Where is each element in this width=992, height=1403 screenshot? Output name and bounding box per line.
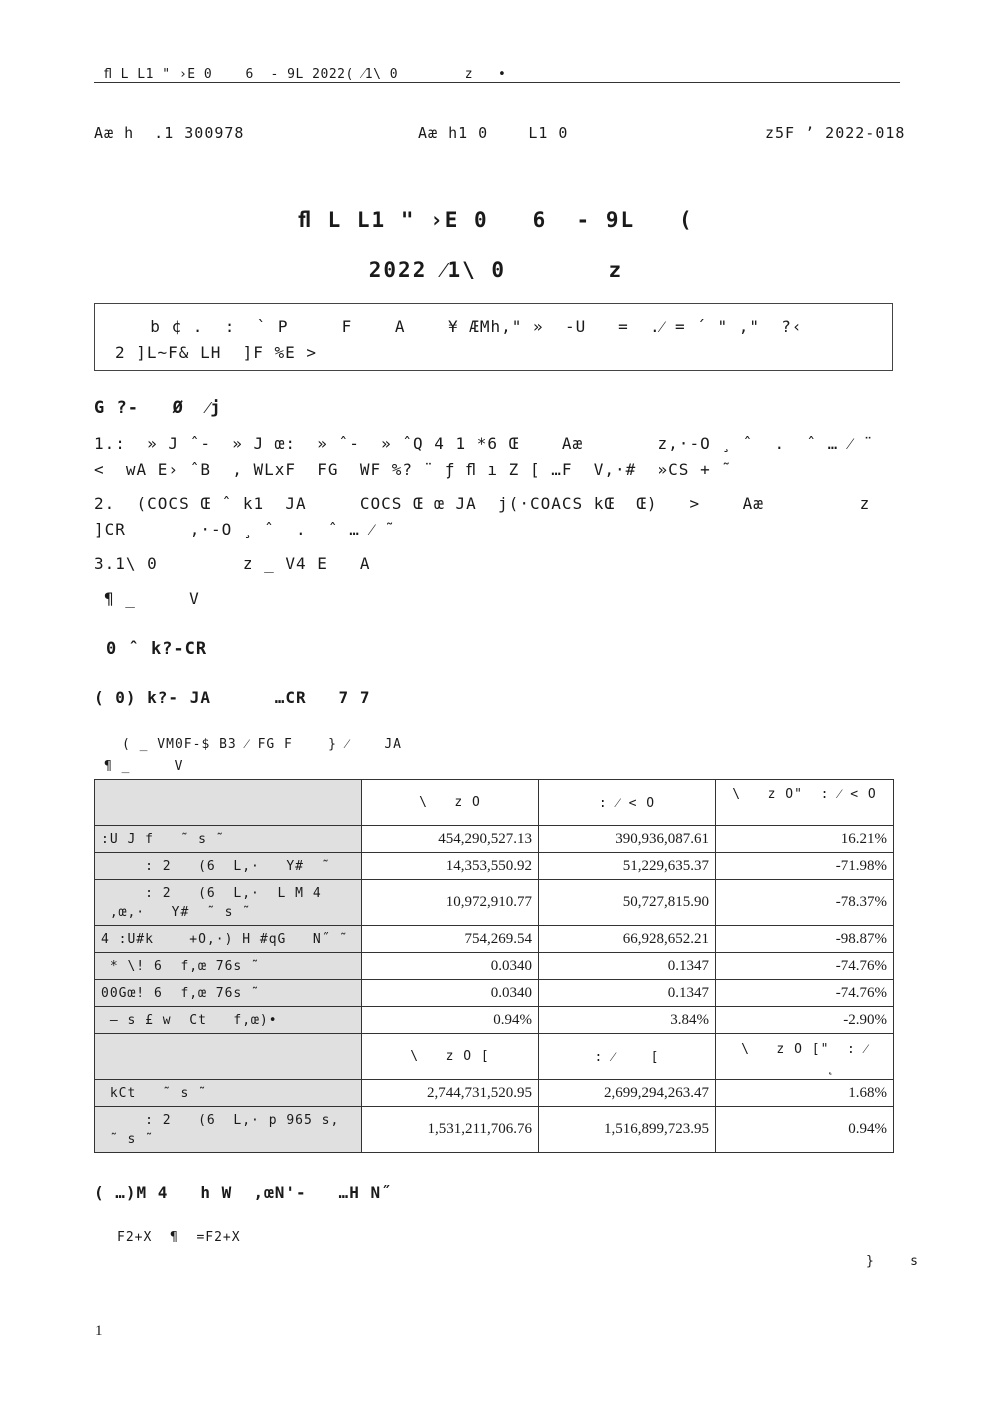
document-title: ﬂ L L1 " ›E 0 6 - 9L ( xyxy=(298,208,694,232)
section-3-unit: } s xyxy=(866,1254,919,1269)
row-value-prior: 390,936,087.61 xyxy=(539,826,716,853)
header-current-period: \ z O xyxy=(362,780,539,826)
row-value-prior: 1,516,899,723.95 xyxy=(539,1107,716,1153)
row-value-change: -2.90% xyxy=(716,1007,894,1034)
row-value-current: 14,353,550.92 xyxy=(362,853,539,880)
notice-line-1: b ¢ . : ` P F A ¥ ÆMh," » -U = .⁄ = ´ " ," ?‹ xyxy=(129,317,803,336)
row-value-change: -78.37% xyxy=(716,880,894,926)
header-label-cell xyxy=(95,780,362,826)
row-label: :U J f ˜ s ˜ xyxy=(95,826,362,853)
row-value-prior: 50,727,815.90 xyxy=(539,880,716,926)
row-value-change: -98.87% xyxy=(716,926,894,953)
table-row xyxy=(95,926,894,953)
row-label: : 2 (6 L,· L M 4 ,œ,· Y# ˜ s ˜ xyxy=(95,880,362,926)
row-label: * \! 6 f,œ 76s ˜ xyxy=(95,953,362,980)
table-row xyxy=(95,1107,894,1153)
notice-line-2: 2 ]L~F& LH ]F %E > xyxy=(115,343,318,362)
row-value-change: -71.98% xyxy=(716,853,894,880)
section-1-item-3-sub: ¶ _ V xyxy=(104,589,200,608)
table-row xyxy=(95,826,894,853)
row-value-current: 1,531,211,706.76 xyxy=(362,1107,539,1153)
row-label: kCt ˜ s ˜ xyxy=(95,1080,362,1107)
row-value-prior: 51,229,635.37 xyxy=(539,853,716,880)
row-value-change: 0.94% xyxy=(716,1107,894,1153)
row-value-change: -74.76% xyxy=(716,980,894,1007)
row-label: : 2 (6 L,· Y# ˜ xyxy=(95,853,362,880)
row-label: 4 :U#k +O,·) H #qG N˝ ˜ xyxy=(95,926,362,953)
row-value-prior: 3.84% xyxy=(539,1007,716,1034)
page-number: 1 xyxy=(95,1323,103,1339)
document-subtitle: 2022 ⁄1\ 0 z xyxy=(368,258,624,282)
section-1-item-2-line-2: ]CR ,·-O ¸ ˆ . ˆ … ⁄ ˜ xyxy=(94,520,396,539)
table-row xyxy=(95,980,894,1007)
unit-note-2: ¶ _ V xyxy=(104,759,184,774)
section-1-item-3: 3.1\ 0 z _ V4 E A xyxy=(94,554,371,573)
row-value-prior: 0.1347 xyxy=(539,980,716,1007)
announcement-number: z5F ’ 2022-018 xyxy=(765,124,906,142)
row-value-current: 2,744,731,520.95 xyxy=(362,1080,539,1107)
section-1-heading: G ?- Ø ⁄j xyxy=(94,398,222,418)
table-header-row xyxy=(95,780,894,826)
header-prior-year-end: : ⁄ [ xyxy=(539,1034,716,1080)
notice-box xyxy=(94,303,893,371)
financial-table xyxy=(94,779,894,1153)
section-2-heading: 0 ˆ k?-CR xyxy=(106,639,208,659)
header-period-end: \ z O [ xyxy=(362,1034,539,1080)
section-1-item-1-line-2: < wA E› ˆB , WLxF FG WF %? ¨ ƒ ﬂ ı Z [ …F V,·# »CS + ˜ xyxy=(94,460,732,479)
table-row xyxy=(95,880,894,926)
row-value-current: 0.0340 xyxy=(362,980,539,1007)
table-row xyxy=(95,1080,894,1107)
header-change-from-year-end: \ z O [" : ⁄ ˛ xyxy=(716,1034,894,1080)
section-1-item-2-line-1: 2. (COCS Œ ˆ k1 JA COCS Œ œ JA j(·COACS kŒ Œ) > Aæ z xyxy=(94,494,871,513)
header-label-cell xyxy=(95,1034,362,1080)
row-value-prior: 2,699,294,263.47 xyxy=(539,1080,716,1107)
row-label: — s £ w Ct f,œ)• xyxy=(95,1007,362,1034)
row-value-change: 16.21% xyxy=(716,826,894,853)
row-value-change: -74.76% xyxy=(716,953,894,980)
row-value-current: 0.0340 xyxy=(362,953,539,980)
row-value-change: 1.68% xyxy=(716,1080,894,1107)
row-value-prior: 0.1347 xyxy=(539,953,716,980)
row-value-current: 754,269.54 xyxy=(362,926,539,953)
running-header: ﬂ L L1 " ›E 0 6 - 9L 2022( ⁄1\ 0 z • xyxy=(104,67,507,82)
row-value-current: 454,290,527.13 xyxy=(362,826,539,853)
header-change: \ z O" : ⁄ < O xyxy=(716,780,894,826)
section-3-heading: ( …)M 4 h W ,œN'- …H N˝ xyxy=(94,1183,392,1202)
header-prior-period: : ⁄ < O xyxy=(539,780,716,826)
unit-note-1: ( _ VM0F-$ B3 ⁄ FG F } ⁄ JA xyxy=(122,737,402,752)
table-row xyxy=(95,853,894,880)
stock-name: Aæ h1 0 L1 0 xyxy=(418,124,569,142)
row-value-current: 10,972,910.77 xyxy=(362,880,539,926)
section-2-subheading: ( 0) k?- JA …CR 7 7 xyxy=(94,688,371,707)
row-label: : 2 (6 L,· p 965 s, ˜ s ˜ xyxy=(95,1107,362,1153)
header-divider xyxy=(94,82,900,83)
stock-code: Aæ h .1 300978 xyxy=(94,124,245,142)
table-row xyxy=(95,1007,894,1034)
row-value-current: 0.94% xyxy=(362,1007,539,1034)
row-label: 00Gœ! 6 f,œ 76s ˜ xyxy=(95,980,362,1007)
table-header-row xyxy=(95,1034,894,1080)
row-value-prior: 66,928,652.21 xyxy=(539,926,716,953)
table-row xyxy=(95,953,894,980)
section-3-line-1: F2+X ¶ =F2+X xyxy=(117,1230,241,1245)
section-1-item-1-line-1: 1.: » J ˆ- » J œ: » ˆ- » ˆQ 4 1 *6 Œ Aæ z,·-O ¸ ˆ . ˆ … ⁄ ¨ xyxy=(94,434,874,453)
